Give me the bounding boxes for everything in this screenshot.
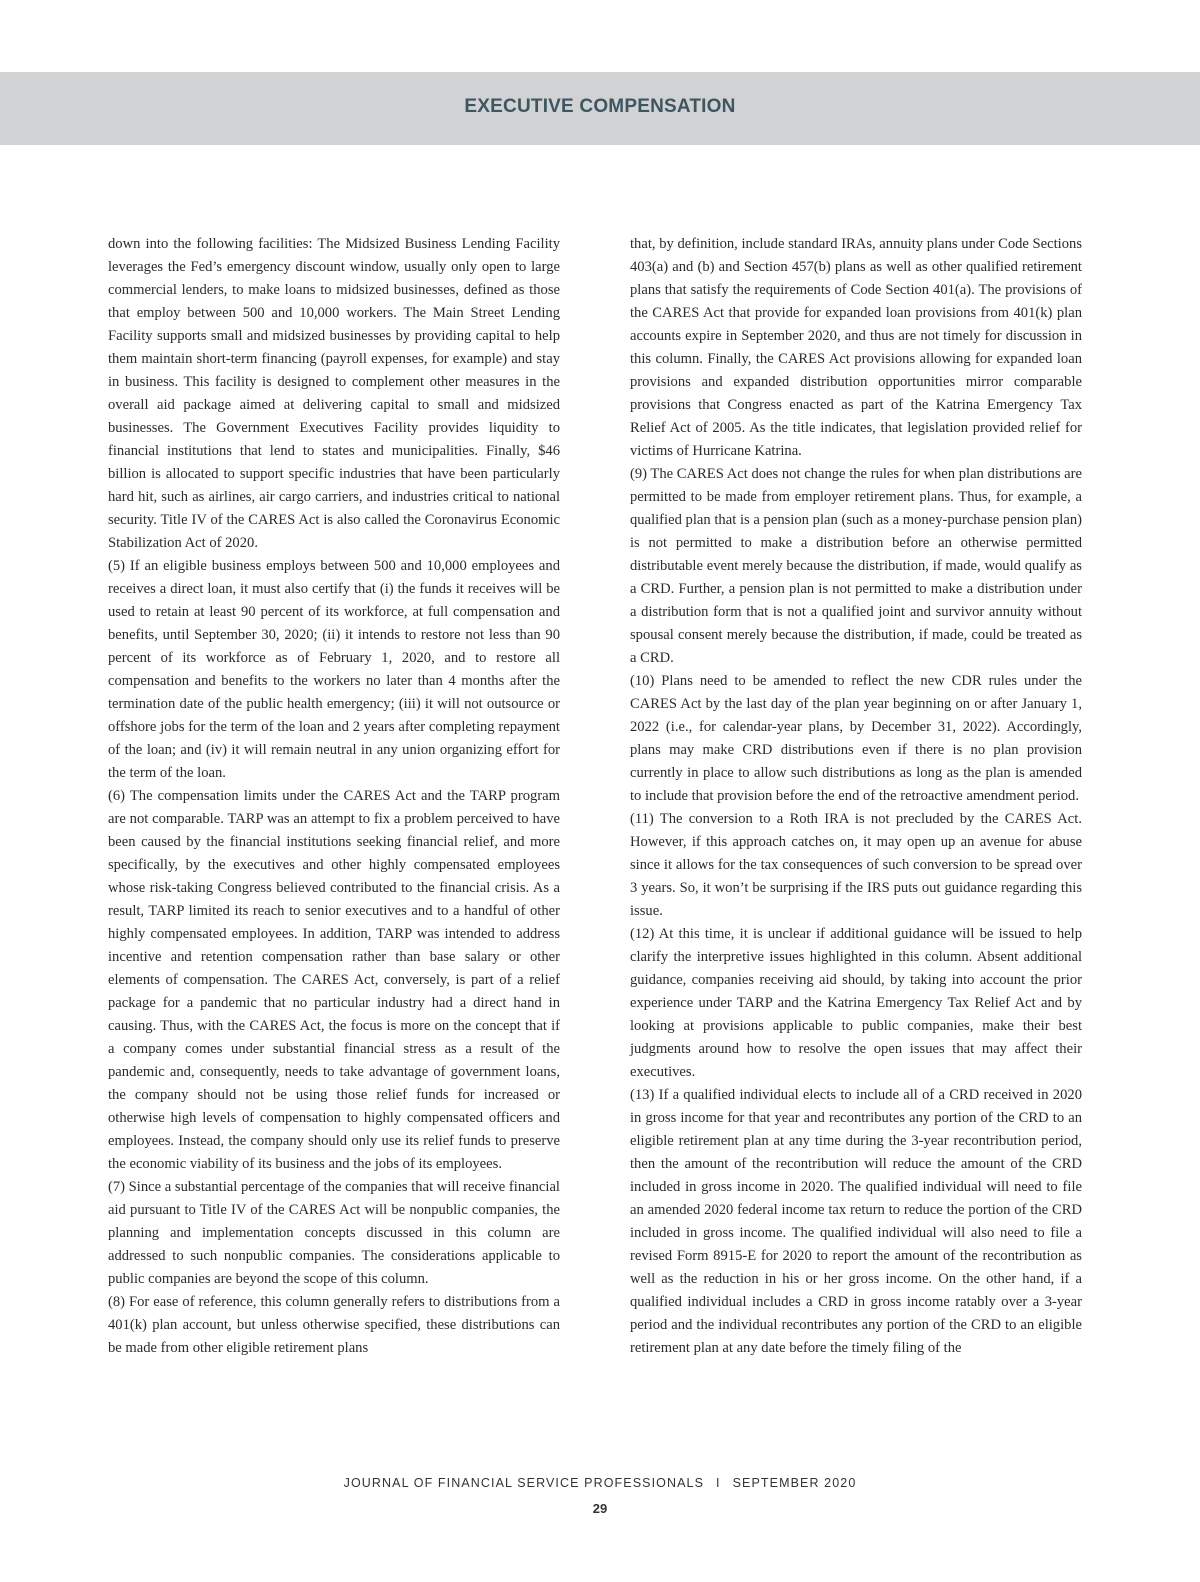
- footnote-6: (6) The compensation limits under the CARES Act and the TARP program are not comparable. TARP was an attempt to fix a problem perceived to have been caused by the financial institutions seeking financial relief, and more specifically, by the executives and other highly compensated employees whose risk-taking Congress believed contributed to the financial crisis. As a result, TARP limited its reach to senior executives and to a handful of other highly compensated employees. In addition, TARP was intended to address incentive and retention compensation rather than base salary or other elements of compensation. The CARES Act, conversely, is part of a relief package for a pandemic that no particular industry had a direct hand in causing. Thus, with the CARES Act, the focus is more on the concept that if a company comes under substantial financial stress as a result of the pandemic and, consequently, needs to take advantage of government loans, the company should not be using those relief funds for increased or otherwise high levels of compensation to highly compensated officers and employees. Instead, the company should only use its relief funds to preserve the economic viability of its business and the jobs of its employees.: [108, 788, 560, 1172]
- journal-name: JOURNAL OF FINANCIAL SERVICE PROFESSIONALS: [343, 1476, 705, 1490]
- paragraph-continuation: down into the following facilities: The Midsized Business Lending Facility leverages the Fed’s emergency discount window, usually only open to large commercial lenders, to make loans to midsized businesses, defined as those that employ between 500 and 10,000 workers. The Main Street Lending Facility supports small and midsized businesses by providing capital to help them maintain short-term financing (payroll expenses, for example) and stay in business. This facility is designed to complement other measures in the overall aid package aimed at delivering capital to small and midsized businesses. The Government Executives Facility provides liquidity to financial institutions that lend to states and municipalities. Finally, $46 billion is allocated to support specific industries that have been particularly hard hit, such as airlines, air cargo carriers, and industries critical to national security. Title IV of the CARES Act is also called the Coronavirus Economic Stabilization Act of 2020.: [108, 236, 560, 551]
- footer-separator: I: [716, 1476, 721, 1490]
- footnote-11: (11) The conversion to a Roth IRA is not precluded by the CARES Act. However, if this approach catches on, it may open up an avenue for abuse since it allows for the tax consequences of such conversion to be spread over 3 years. So, it won’t be surprising if the IRS puts out guidance regarding this issue.: [630, 811, 1082, 919]
- footnote-5: (5) If an eligible business employs between 500 and 10,000 employees and receives a direct loan, it must also certify that (i) the funds it receives will be used to retain at least 90 percent of its workforce, at full compensation and benefits, until September 30, 2020; (ii) it intends to restore not less than 90 percent of its workforce as of February 1, 2020, and to restore all compensation and benefits to the workers no later than 4 months after the termination date of the public health emergency; (iii) it will not outsource or offshore jobs for the term of the loan and 2 years after completing repayment of the loan; and (iv) it will remain neutral in any union organizing effort for the term of the loan.: [108, 558, 560, 781]
- footnote-8: (8) For ease of reference, this column generally refers to distributions from a 401(k) plan account, but unless otherwise specified, these distributions can be made from other eligible retirement plans: [108, 1294, 560, 1356]
- footnote-10: (10) Plans need to be amended to reflect the new CDR rules under the CARES Act by the last day of the plan year beginning on or after January 1, 2022 (i.e., for calendar-year plans, by December 31, 2022). Accordingly, plans may make CRD distributions even if there is no plan provision currently in place to allow such distributions as long as the plan is amended to include that provision before the end of the retroactive amendment period.: [630, 673, 1082, 804]
- page-number: 29: [592, 1501, 608, 1516]
- footer-line: [0, 1476, 1200, 1490]
- footnote-8-continued: that, by definition, include standard IRAs, annuity plans under Code Sections 403(a) and (b) and Section 457(b) plans as well as other qualified retirement plans that satisfy the requirements of Code Section 401(a). The provisions of the CARES Act that provide for expanded loan provisions from 401(k) plan accounts expire in September 2020, and thus are not timely for discussion in this column. Finally, the CARES Act provisions allowing for expanded loan provisions and expanded distribution opportunities mirror comparable provisions that Congress enacted as part of the Katrina Emergency Tax Relief Act of 2005. As the title indicates, that legislation provided relief for victims of Hurricane Katrina.: [630, 236, 1082, 459]
- issue-date: SEPTEMBER 2020: [732, 1476, 857, 1490]
- footnote-7: (7) Since a substantial percentage of the companies that will receive financial aid pursuant to Title IV of the CARES Act will be nonpublic companies, the planning and implementation concepts discussed in this column are addressed to such nonpublic companies. The considerations applicable to public companies are beyond the scope of this column.: [108, 1179, 560, 1287]
- section-title: EXECUTIVE COMPENSATION: [464, 96, 736, 117]
- footnote-13: (13) If a qualified individual elects to include all of a CRD received in 2020 in gross income for that year and recontributes any portion of the CRD to an eligible retirement plan at any time during the 3-year recontribution period, then the amount of the recontribution will reduce the amount of the CRD included in gross income in 2020. The qualified individual will need to file an amended 2020 federal income tax return to reduce the portion of the CRD included in gross income. The qualified individual will also need to file a revised Form 8915-E for 2020 to report the amount of the recontribution as well as the reduction in his or her gross income. On the other hand, if a qualified individual includes a CRD in gross income ratably over a 3-year period and the individual recontributes any portion of the CRD to an eligible retirement plan at any date before the timely filing of the: [630, 1087, 1082, 1356]
- footnote-9: (9) The CARES Act does not change the rules for when plan distributions are permitted to be made from employer retirement plans. Thus, for example, a qualified plan that is a pension plan (such as a money-purchase pension plan) is not permitted to make a distribution before an otherwise permitted distributable event merely because the distribution, if made, would qualify as a CRD. Further, a pension plan is not permitted to make a distribution under a distribution form that is not a qualified joint and survivor annuity without spousal consent merely because the distribution, if made, could be treated as a CRD.: [630, 466, 1082, 666]
- left-column: [108, 233, 560, 1360]
- footnote-12: (12) At this time, it is unclear if additional guidance will be issued to help clarify the interpretive issues highlighted in this column. Absent additional guidance, companies receiving aid should, by taking into account the prior experience under TARP and the Katrina Emergency Tax Relief Act and by looking at provisions applicable to public companies, make their best judgments around how to resolve the open issues that may affect their executives.: [630, 926, 1082, 1080]
- right-column: [630, 233, 1082, 1360]
